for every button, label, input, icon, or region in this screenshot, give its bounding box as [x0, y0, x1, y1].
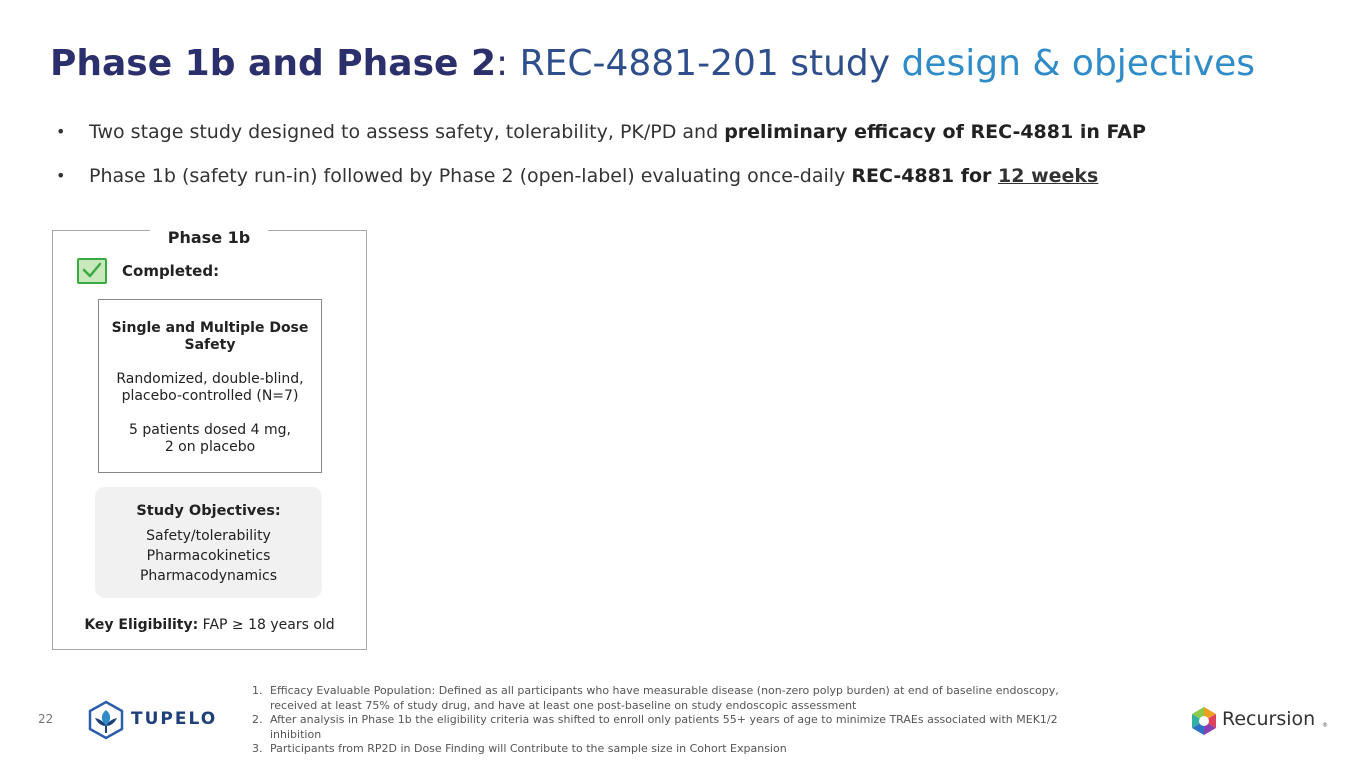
eligibility-value: FAP ≥ 18 years old — [198, 617, 335, 633]
dose-safety-line: placebo-controlled (N=7) — [121, 388, 299, 404]
objective-item: Pharmacodynamics — [139, 568, 278, 584]
title-separator: : — [496, 43, 509, 84]
bullet-item — [56, 162, 1146, 190]
study-objectives-heading: Study Objectives: — [136, 503, 281, 519]
slide-title — [50, 40, 1255, 88]
title-rest-b: design & objectives — [901, 43, 1256, 84]
footnote-text: Efficacy Evaluable Population: Defined as all participants who have measurable disease (non-zero polyp burden) at end of baseline endoscopy, received at least 75% of study drug, and have at least one post-baseline on study endoscopic assessment — [270, 684, 1059, 712]
footnotes — [252, 684, 1102, 757]
footnote-number: 3. — [252, 742, 263, 755]
bullet-bold: REC-4881 for — [851, 165, 999, 187]
bullet-dot: • — [56, 122, 66, 141]
dose-safety-line: Randomized, double-blind, — [116, 371, 304, 387]
title-rest-a: REC-4881-201 study — [508, 43, 902, 84]
phase1b-label: Phase 1b — [150, 228, 268, 248]
key-eligibility — [52, 617, 367, 633]
bullet-item — [56, 118, 1146, 146]
completed-label: Completed: — [122, 262, 220, 280]
registered-mark: ® — [1322, 722, 1328, 729]
dose-safety-heading: Single and Multiple Dose Safety — [111, 320, 309, 353]
bullet-underline: 12 weeks — [998, 165, 1099, 187]
dose-safety-line: 2 on placebo — [164, 439, 256, 455]
footnote-item — [252, 713, 1102, 742]
bullet-list — [56, 118, 1146, 206]
bullet-text: Phase 1b (safety run-in) followed by Phase 2 (open-label) evaluating once-daily — [89, 165, 852, 187]
recursion-logo-icon — [1190, 706, 1218, 740]
title-bold: Phase 1b and Phase 2 — [50, 43, 496, 84]
bullet-dot: • — [56, 166, 66, 185]
page-number: 22 — [38, 712, 54, 726]
footnote-item — [252, 684, 1102, 713]
study-objectives-box — [95, 487, 322, 598]
footnote-text: Participants from RP2D in Dose Finding will Contribute to the sample size in Cohort Expansion — [270, 742, 787, 755]
objective-item: Pharmacokinetics — [146, 548, 271, 564]
footnote-text: After analysis in Phase 1b the eligibility criteria was shifted to enroll only patients 55+ years of age to minimize TRAEs associated with MEK1/2 inhibition — [270, 713, 1058, 741]
bullet-text: Two stage study designed to assess safety, tolerability, PK/PD and — [89, 121, 725, 143]
eligibility-label: Key Eligibility: — [84, 617, 199, 633]
footnote-number: 2. — [252, 713, 263, 726]
footnote-item — [252, 742, 1102, 757]
dose-safety-box — [98, 299, 322, 473]
tupelo-logo-icon — [87, 700, 125, 744]
dose-safety-line: 5 patients dosed 4 mg, — [129, 422, 291, 438]
tupelo-logo-text: TUPELO — [131, 709, 218, 729]
bullet-bold: preliminary efficacy of REC-4881 in FAP — [724, 121, 1146, 143]
objective-item: Safety/tolerability — [146, 528, 271, 544]
footnote-number: 1. — [252, 684, 263, 697]
recursion-logo-text: Recursion — [1222, 708, 1316, 730]
checkbox-icon — [77, 258, 107, 284]
